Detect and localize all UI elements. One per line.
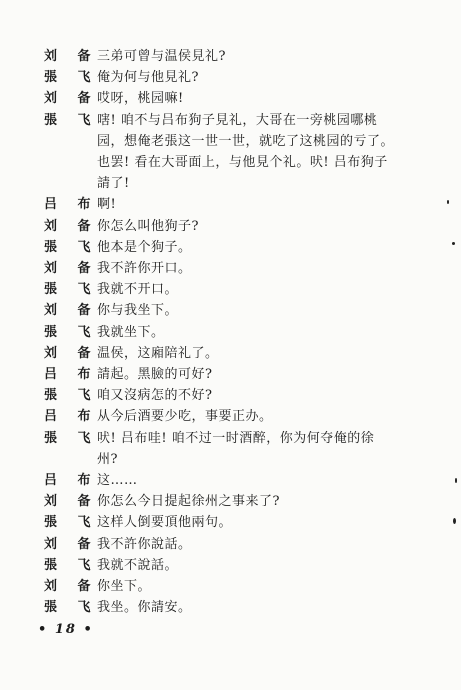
speech-text: 我就不开口。: [97, 282, 179, 298]
speech-text: 他本是个狗子。: [97, 239, 192, 255]
speech-text: 温侯，这廂陪礼了。: [97, 345, 219, 361]
dialogue-line: [44, 555, 444, 577]
speaker-name: 刘 备: [44, 536, 99, 552]
page-number: • 18 •: [38, 622, 94, 637]
speech-text: 你与我坐下。: [97, 303, 179, 319]
speaker-name: 張 飞: [44, 388, 99, 404]
speaker-name: 張 飞: [44, 557, 99, 573]
dialogue-line: [44, 343, 444, 365]
speaker-name: 張 飞: [44, 112, 99, 128]
speech-text: 啊!: [97, 197, 117, 213]
speaker-name: 吕 布: [44, 197, 99, 213]
dialogue-line: [44, 364, 444, 386]
dialogue-line: [44, 597, 444, 619]
dialogue-line: [44, 194, 444, 216]
speech-continuation: 园，想俺老張这一世一世，就吃了这桃园的亏了。: [97, 133, 395, 149]
speech-text: 咱又沒病怎的不好?: [97, 388, 213, 404]
speaker-name: 吕 布: [44, 367, 99, 382]
dialogue-line: [44, 428, 444, 450]
speech-text: 請起。黑臉的可好?: [97, 367, 213, 382]
speaker-name: 張 飞: [44, 430, 99, 446]
dialogue-line: [44, 110, 444, 132]
speaker-name: 張 飞: [44, 70, 99, 86]
dialogue-line: [44, 279, 444, 301]
dialogue-line: [44, 46, 444, 68]
dialogue-line: [44, 512, 444, 534]
dialogue-line: [44, 385, 444, 407]
speech-text: 我不許你开口。: [97, 261, 192, 276]
speaker-name: 張 飞: [44, 239, 99, 255]
speaker-name: 刘 备: [44, 494, 99, 510]
speech-text: 嗐! 咱不与吕布狗子見礼，大哥在一旁桃园哪桃: [97, 112, 378, 128]
speech-text: 三弟可曾与温侯見礼?: [97, 49, 226, 64]
speech-text: 我就不說話。: [97, 557, 179, 573]
scan-speck: [447, 200, 449, 204]
speech-text: 这样人倒要頂他兩句。: [97, 515, 233, 531]
speech-text: 我不許你說話。: [97, 536, 192, 552]
speaker-name: 刘 备: [44, 303, 99, 319]
speaker-name: 刘 备: [44, 218, 99, 234]
speech-continuation: 州?: [97, 451, 118, 467]
dialogue-line: [44, 534, 444, 556]
speech-text: 这……: [97, 473, 138, 488]
dialogue-line: [44, 88, 444, 110]
scan-speck: [453, 518, 456, 524]
dialogue-line: [44, 470, 444, 492]
dialogue-line: [44, 237, 444, 259]
speech-text: 从今后酒要少吃，事要正办。: [97, 409, 273, 425]
speech-text: 我就坐下。: [97, 324, 165, 340]
speech-text: 你怎么今日提起徐州之事来了?: [97, 494, 280, 510]
speech-text: 你坐下。: [97, 579, 152, 594]
speech-continuation: 請了!: [97, 176, 130, 192]
speaker-name: 張 飞: [44, 600, 99, 616]
scan-speck: [452, 242, 455, 245]
speech-text: 我坐。你請安。: [97, 600, 192, 616]
dialogue-line: [44, 491, 444, 513]
speech-continuation: 也罢! 看在大哥面上，与他見个礼。吠! 吕布狗子: [97, 155, 388, 170]
speaker-name: 吕 布: [44, 473, 99, 488]
speech-text: 你怎么叫他狗子?: [97, 218, 199, 234]
speech-text: 俺为何与他見礼?: [97, 70, 199, 86]
dialogue-line: [44, 406, 444, 428]
speaker-name: 張 飞: [44, 324, 99, 340]
dialogue-line: [44, 322, 444, 344]
dialogue-line: [44, 300, 444, 322]
speaker-name: 刘 备: [44, 91, 99, 107]
speaker-name: 張 飞: [44, 515, 99, 531]
speaker-name: 吕 布: [44, 409, 99, 425]
speaker-name: 刘 备: [44, 261, 99, 276]
scan-speck: [455, 478, 457, 483]
speaker-name: 刘 备: [44, 345, 99, 361]
speaker-name: 刘 备: [44, 579, 99, 594]
speaker-name: 張 飞: [44, 282, 99, 298]
speech-text: 哎呀，桃园嘛!: [97, 91, 184, 107]
dialogue-line: [44, 576, 444, 598]
speech-text: 吠! 吕布哇! 咱不过一时酒醉，你为何夺俺的徐: [97, 430, 375, 446]
dialogue-line: [44, 216, 444, 238]
speaker-name: 刘 备: [44, 49, 99, 64]
dialogue-line: [44, 67, 444, 89]
dialogue-line: [44, 258, 444, 280]
